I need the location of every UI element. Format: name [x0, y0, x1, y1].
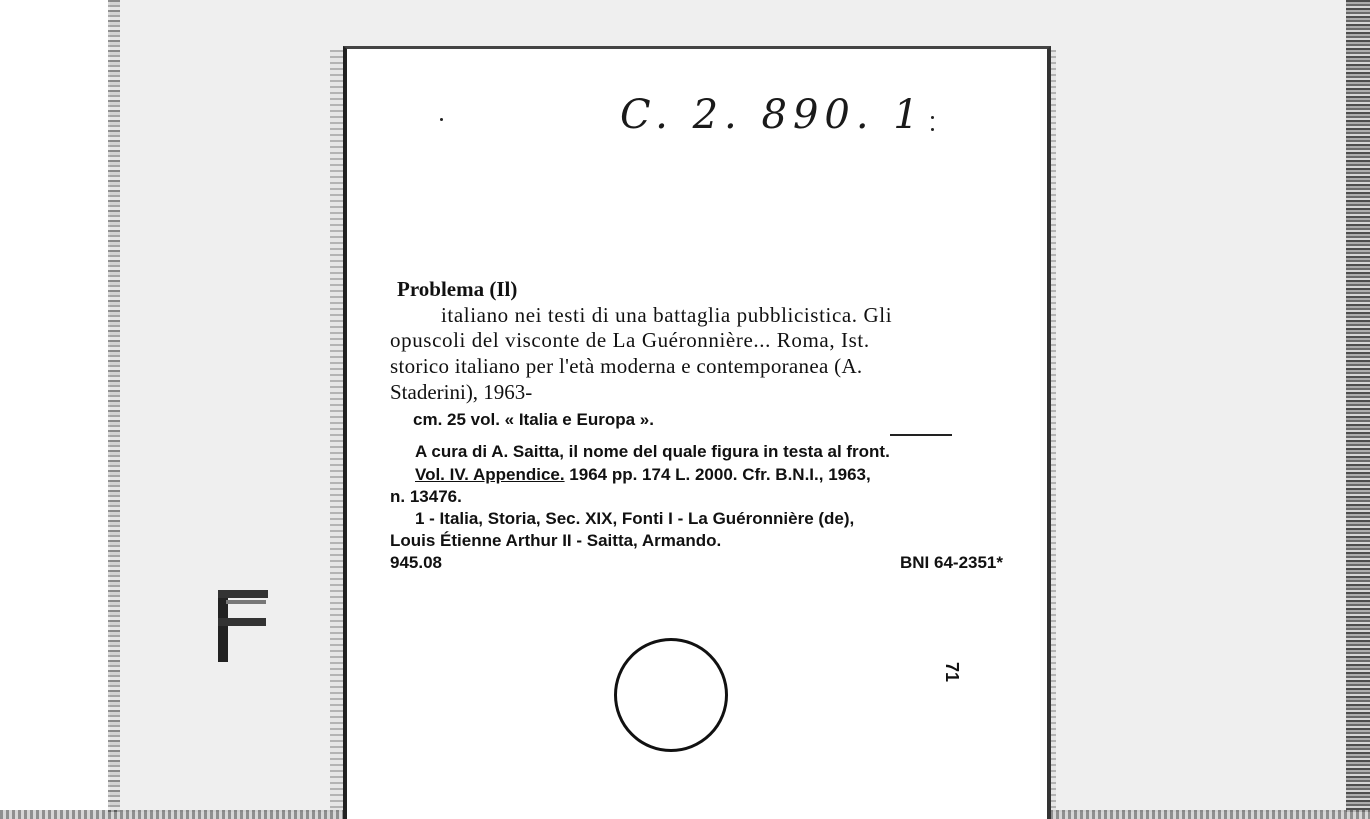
entry-title-line-4: Staderini), 1963-	[390, 380, 533, 404]
note-volume-underlined: Vol. IV. Appendice.	[415, 465, 565, 484]
scan-edge-left	[108, 0, 120, 812]
subject-line-2: Louis Étienne Arthur II - Saitta, Armando.	[390, 531, 722, 550]
entry-title-line-1: italiano nei testi di una battaglia pubblicistica. Gli	[441, 303, 893, 327]
side-mark: 71	[942, 662, 962, 683]
note-volume-rest: 1964 pp. 174 L. 2000. Cfr. B.N.I., 1963,	[564, 465, 871, 484]
note-editor: A cura di A. Saitta, il nome del quale figura in testa al front.	[415, 442, 890, 461]
punch-hole-circle	[614, 638, 728, 752]
entry-title-line-2: opuscoli del visconte de La Guéronnière... Roma, Ist.	[390, 328, 870, 352]
bni-identifier: BNI 64-2351*	[900, 553, 1004, 572]
ink-dot	[440, 118, 443, 121]
f-stamp-icon	[218, 590, 270, 662]
shelfmark: C. 2. 890. 1	[620, 92, 925, 138]
classification-number: 945.08	[390, 553, 442, 572]
ink-dot	[931, 128, 934, 131]
pencil-mark	[890, 434, 952, 436]
card-shadow-left	[330, 50, 344, 810]
physical-description: cm. 25 vol. « Italia e Europa ».	[413, 410, 654, 429]
note-bni-number: n. 13476.	[390, 487, 462, 506]
entry-title-line-3: storico italiano per l'età moderna e contemporanea (A.	[390, 354, 863, 378]
ink-dot	[931, 116, 934, 119]
subject-line-1: 1 - Italia, Storia, Sec. XIX, Fonti I - La Guéronnière (de),	[415, 509, 855, 528]
scan-edge-right	[1346, 0, 1370, 812]
note-volume	[415, 465, 871, 485]
entry-heading: Problema (Il)	[397, 277, 518, 301]
